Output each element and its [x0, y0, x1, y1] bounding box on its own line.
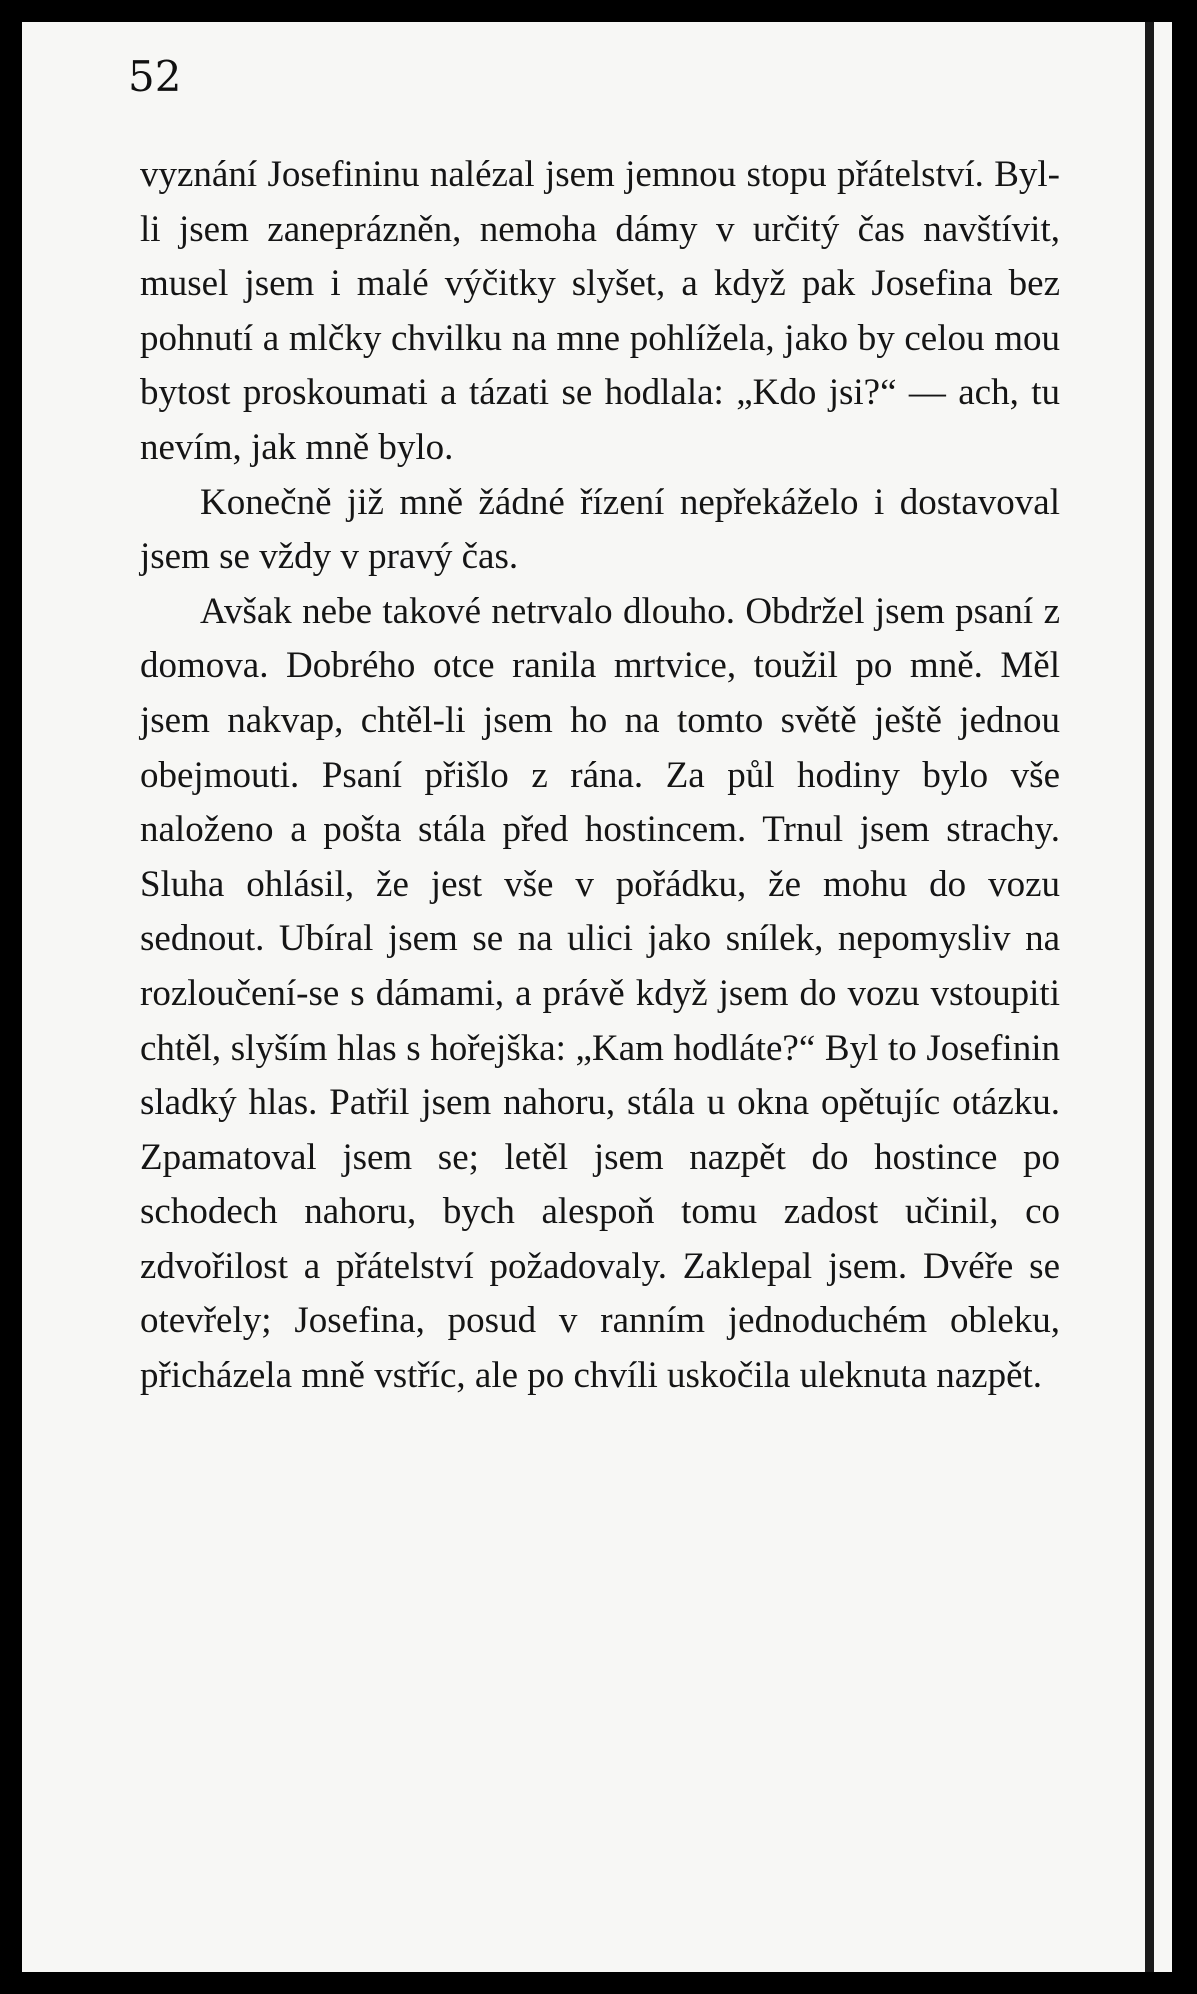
body-text [140, 148, 1060, 1404]
paragraph: Avšak nebe takové netrvalo dlouho. Obdržel jsem psaní z domova. Dobrého otce ranila mrtvice, toužil po mně. Měl jsem nakvap, chtěl-li jsem ho na tomto světě ještě jednou obejmouti. Psaní přišlo z rána. Za půl hodiny bylo vše naloženo a pošta stála před hostincem. Trnul jsem strachy. Sluha ohlásil, že jest vše v pořádku, že mohu do vozu sednout. Ubíral jsem se na ulici jako snílek, nepomysliv na rozloučení-se s dámami, a právě když jsem do vozu vstoupiti chtěl, slyším hlas s hořejška: „Kam hodláte?“ Byl to Josefinin sladký hlas. Patřil jsem nahoru, stála u okna opětujíc otázku. Zpamatoval jsem se; letěl jsem nazpět do hostince po schodech nahoru, bych alespoň tomu zadost učinil, co zdvořilost a přátelství požadovaly. Zaklepal jsem. Dvéře se otevřely; Josefina, posud v ranním jednoduchém obleku, přicházela mně vstříc, ale po chvíli uskočila uleknuta nazpět. [140, 590, 1060, 1397]
page-number: 52 [128, 52, 182, 101]
page-edge-rule [1145, 22, 1154, 1972]
paragraph: Konečně již mně žádné řízení nepřekáželo i dostavoval jsem se vždy v pravý čas. [140, 481, 1060, 578]
scan-border [1172, 0, 1197, 1994]
paragraph: vyznání Josefininu nalézal jsem jemnou stopu přátelství. Byl-li jsem zaneprázněn, nemoha dámy v určitý čas navštívit, musel jsem i malé výčitky slyšet, a když pak Josefina bez pohnutí a mlčky chvilku na mne pohlížela, jako by celou mou bytost proskoumati a tázati se hodlala: „Kdo jsi?“ — ach, tu nevím, jak mně bylo. [140, 154, 1060, 468]
